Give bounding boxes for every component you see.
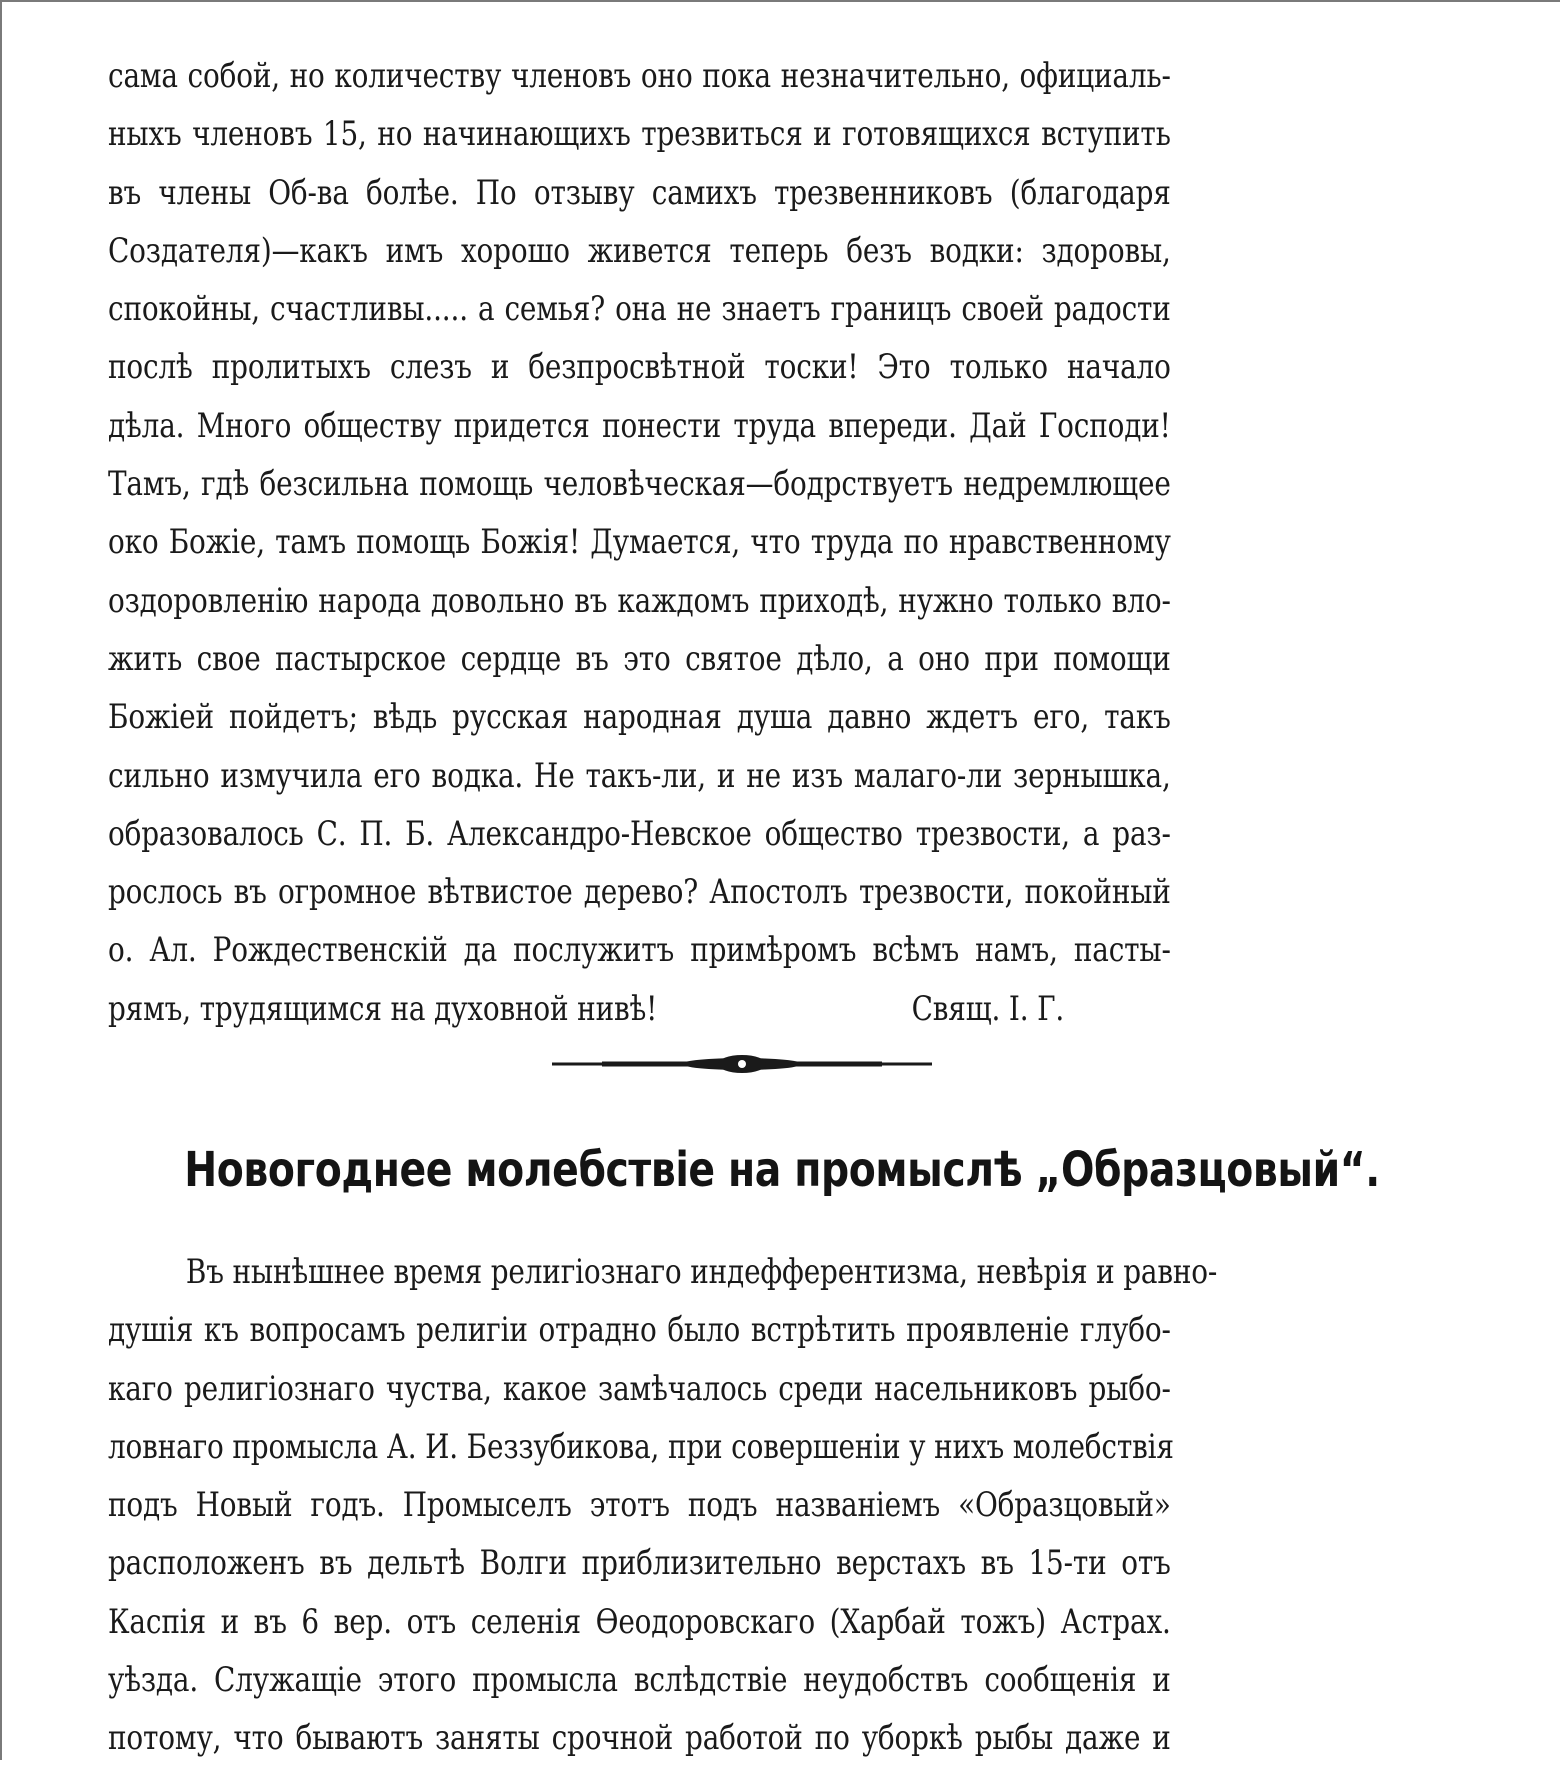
text-line: послѣ пролитыхъ слезъ и безпросвѣтной тоски! Это только начало <box>108 347 1171 388</box>
text-line: душія къ вопросамъ религіи отрадно было встрѣтить проявленіе глубо- <box>108 1310 1171 1351</box>
text-line: око Божіе, тамъ помощь Божія! Думается, что труда по нравственному <box>108 522 1171 563</box>
text-line: подъ Новый годъ. Промыселъ этотъ подъ названіемъ «Образцовый» <box>108 1485 1171 1526</box>
text-line: потому, что бываютъ заняты срочной работой по уборкѣ рыбы даже и <box>108 1718 1171 1759</box>
text-line: Создателя)—какъ имъ хорошо живется теперь безъ водки: здоровы, <box>108 230 1171 271</box>
text-line: Тамъ, гдѣ безсильна помощь человѣческая—бодрствуетъ недремлющее <box>108 464 1171 505</box>
text-line: дѣла. Много обществу придется понести труда впереди. Дай Господи! <box>108 405 1171 446</box>
text-line: Каспія и въ 6 вер. отъ селенія Өеодоровскаго (Харбай тожъ) Астрах. <box>108 1601 1171 1642</box>
text-line: рослось въ огромное вѣтвистое дерево? Апостолъ трезвости, покойный <box>108 872 1171 913</box>
text-line: оздоровленію народа довольно въ каждомъ приходѣ, нужно только вло- <box>108 580 1171 621</box>
text-line: каго религіознаго чуства, какое замѣчалось среди насельниковъ рыбо- <box>108 1368 1171 1409</box>
text-line: спокойны, счастливы..... а семья? она не знаетъ границъ своей радости <box>108 289 1171 330</box>
text-line: образовалось С. П. Б. Александро-Невское общество трезвости, а раз- <box>108 813 1171 854</box>
text-line: въ члены Об-ва болѣе. По отзыву самихъ трезвенниковъ (благодаря <box>108 172 1171 213</box>
text-line: сильно измучила его водка. Не такъ-ли, и не изъ малаго-ли зернышка, <box>108 755 1171 796</box>
text-line: ныхъ членовъ 15, но начинающихъ трезвиться и готовящихся вступить <box>108 114 1171 155</box>
text-line: о. Ал. Рождественскій да послужитъ примѣромъ всѣмъ намъ, пасты- <box>108 930 1171 971</box>
top-paragraph <box>108 47 1404 1038</box>
text-line: жить свое пастырское сердце въ это святое дѣло, а оно при помощи <box>108 638 1171 679</box>
closing-text: рямъ, трудящимся на духовной нивѣ! <box>108 988 658 1029</box>
closing-line <box>108 980 1171 1038</box>
text-line: ловнаго промысла А. И. Беззубикова, при совершеніи у нихъ молебствія <box>108 1426 1174 1467</box>
ornament-divider <box>542 1048 942 1078</box>
signature: Свящ. І. Г. <box>911 988 1065 1029</box>
text-line: уѣзда. Служащіе этого промысла вслѣдствіе неудобствъ сообщенія и <box>108 1660 1171 1701</box>
text-line: Въ нынѣшнее время религіознаго индефферентизма, невѣрія и равно- <box>185 1252 1218 1292</box>
text-line: сама собой, но количеству членовъ оно пока незначительно, официаль- <box>108 56 1171 96</box>
bottom-paragraph <box>108 1243 1404 1768</box>
section-heading: Новогоднее молебствіе на промыслѣ „Образцовый“. <box>184 1142 1380 1198</box>
text-line: Божіей пойдетъ; вѣдь русская народная душа давно ждетъ его, такъ <box>108 697 1171 738</box>
text-line: расположенъ въ дельтѣ Волги приблизительно верстахъ въ 15-ти отъ <box>108 1543 1171 1584</box>
